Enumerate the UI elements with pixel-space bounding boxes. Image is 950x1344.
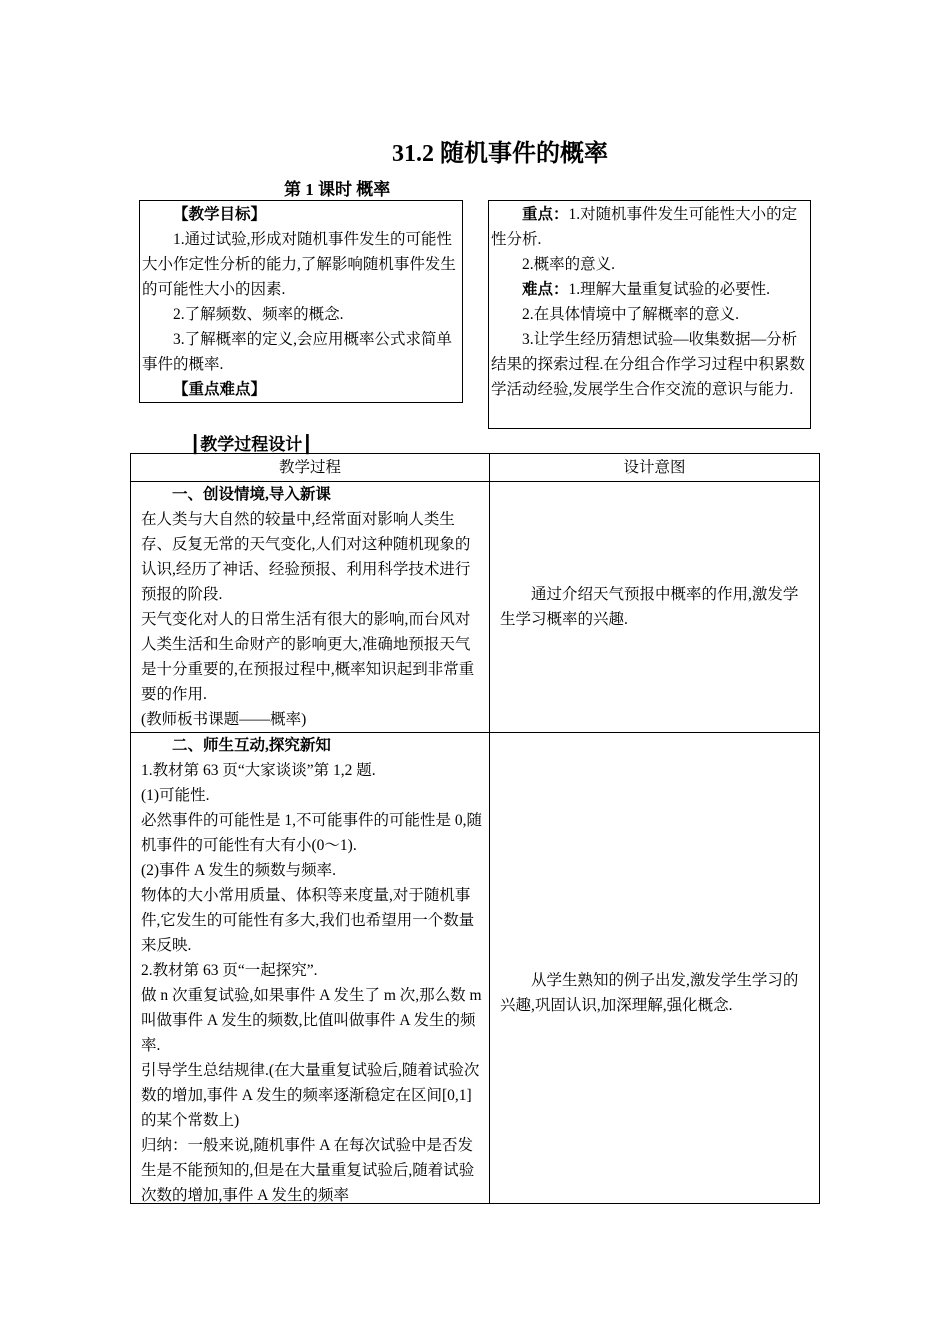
keypoints-box <box>488 200 811 429</box>
objective-item: 3.了解概率的定义,会应用概率公式求简单事件的概率. <box>142 331 453 373</box>
process-table-wrap <box>130 453 820 1204</box>
step-text: 2.教材第 63 页“一起探究”. <box>141 962 318 979</box>
objective-item: 1.通过试验,形成对随机事件发生的可能性大小作定性分析的能力,了解影响随机事件发生的可能性大小的因素. <box>142 231 456 298</box>
document-title: 31.2 随机事件的概率 <box>392 141 608 167</box>
step-text: 引导学生总结规律.(在大量重复试验后,随着试验次数的增加,事件 A 发生的频率逐渐稳定在区间[0,1]的某个常数上) <box>141 1062 480 1129</box>
step-text: 归纳：一般来说,随机事件 A 在每次试验中是否发生是不能预知的,但是在大量重复试验后,随着试验次数的增加,事件 A 发生的频率 <box>141 1137 475 1204</box>
step-text: 物体的大小常用质量、体积等来度量,对于随机事件,它发生的可能性有多大,我们也希望用一个数量来反映. <box>141 887 475 954</box>
header-process: 教学过程 <box>131 454 490 482</box>
keypoints-heading: 【重点难点】 <box>173 381 267 398</box>
process-table <box>130 453 820 1204</box>
objectives-heading: 【教学目标】 <box>173 206 267 223</box>
focus-text: 1.对随机事件发生可能性大小的定性分析. <box>491 206 798 248</box>
objectives-box <box>139 200 463 403</box>
intent-cell <box>490 482 820 733</box>
process-cell <box>131 733 490 1205</box>
header-intent: 设计意图 <box>490 454 820 482</box>
step-heading: 一、创设情境,导入新课 <box>172 486 331 503</box>
intent-text: 从学生熟知的例子出发,激发学生学习的兴趣,巩固认识,加深理解,强化概念. <box>500 971 799 1014</box>
difficulty-item <box>491 277 810 302</box>
step-text: 必然事件的可能性是 1,不可能事件的可能性是 0,随机事件的可能性有大有小(0～1). <box>141 812 483 854</box>
step-text: (1)可能性. <box>141 787 210 804</box>
step-text: 天气变化对人的日常生活有很大的影响,而台风对人类生活和生命财产的影响更大,准确地预报天气是十分重要的,在预报过程中,概率知识起到非常重要的作用. <box>141 611 475 703</box>
difficulty-item: 2.在具体情境中了解概率的意义. <box>522 306 740 323</box>
step-text: (教师板书课题——概率) <box>141 711 307 728</box>
focus-item <box>491 202 810 252</box>
difficulty-label: 难点： <box>522 281 569 298</box>
step-text: 1.教材第 63 页“大家谈谈”第 1,2 题. <box>141 762 376 779</box>
focus-label: 重点： <box>522 206 569 223</box>
step-text: 做 n 次重复试验,如果事件 A 发生了 m 次,那么数 m 叫做事件 A 发生的频数,比值叫做事件 A 发生的频率. <box>141 987 482 1054</box>
step-text: 在人类与大自然的较量中,经常面对影响人类生存、反复无常的天气变化,人们对这种随机现象的认识,经历了神话、经验预报、利用科学技术进行预报的阶段. <box>141 511 471 603</box>
process-section-title: ┃教学过程设计┃ <box>190 435 313 454</box>
difficulty-text: 1.理解大量重复试验的必要性. <box>568 281 771 298</box>
lesson-subtitle: 第 1 课时 概率 <box>284 180 391 199</box>
focus-item: 2.概率的意义. <box>522 256 616 273</box>
table-row <box>131 482 820 733</box>
process-cell <box>131 482 490 733</box>
objective-item: 2.了解频数、频率的概念. <box>173 306 344 323</box>
table-row <box>131 733 820 1205</box>
step-heading: 二、师生互动,探究新知 <box>172 737 331 754</box>
intent-cell <box>490 733 820 1205</box>
intent-text: 通过介绍天气预报中概率的作用,激发学生学习概率的兴趣. <box>500 586 799 628</box>
step-text: (2)事件 A 发生的频数与频率. <box>141 862 337 879</box>
difficulty-item: 3.让学生经历猜想试验—收集数据—分析结果的探索过程.在分组合作学习过程中积累数学活动经验,发展学生合作交流的意识与能力. <box>491 331 805 398</box>
